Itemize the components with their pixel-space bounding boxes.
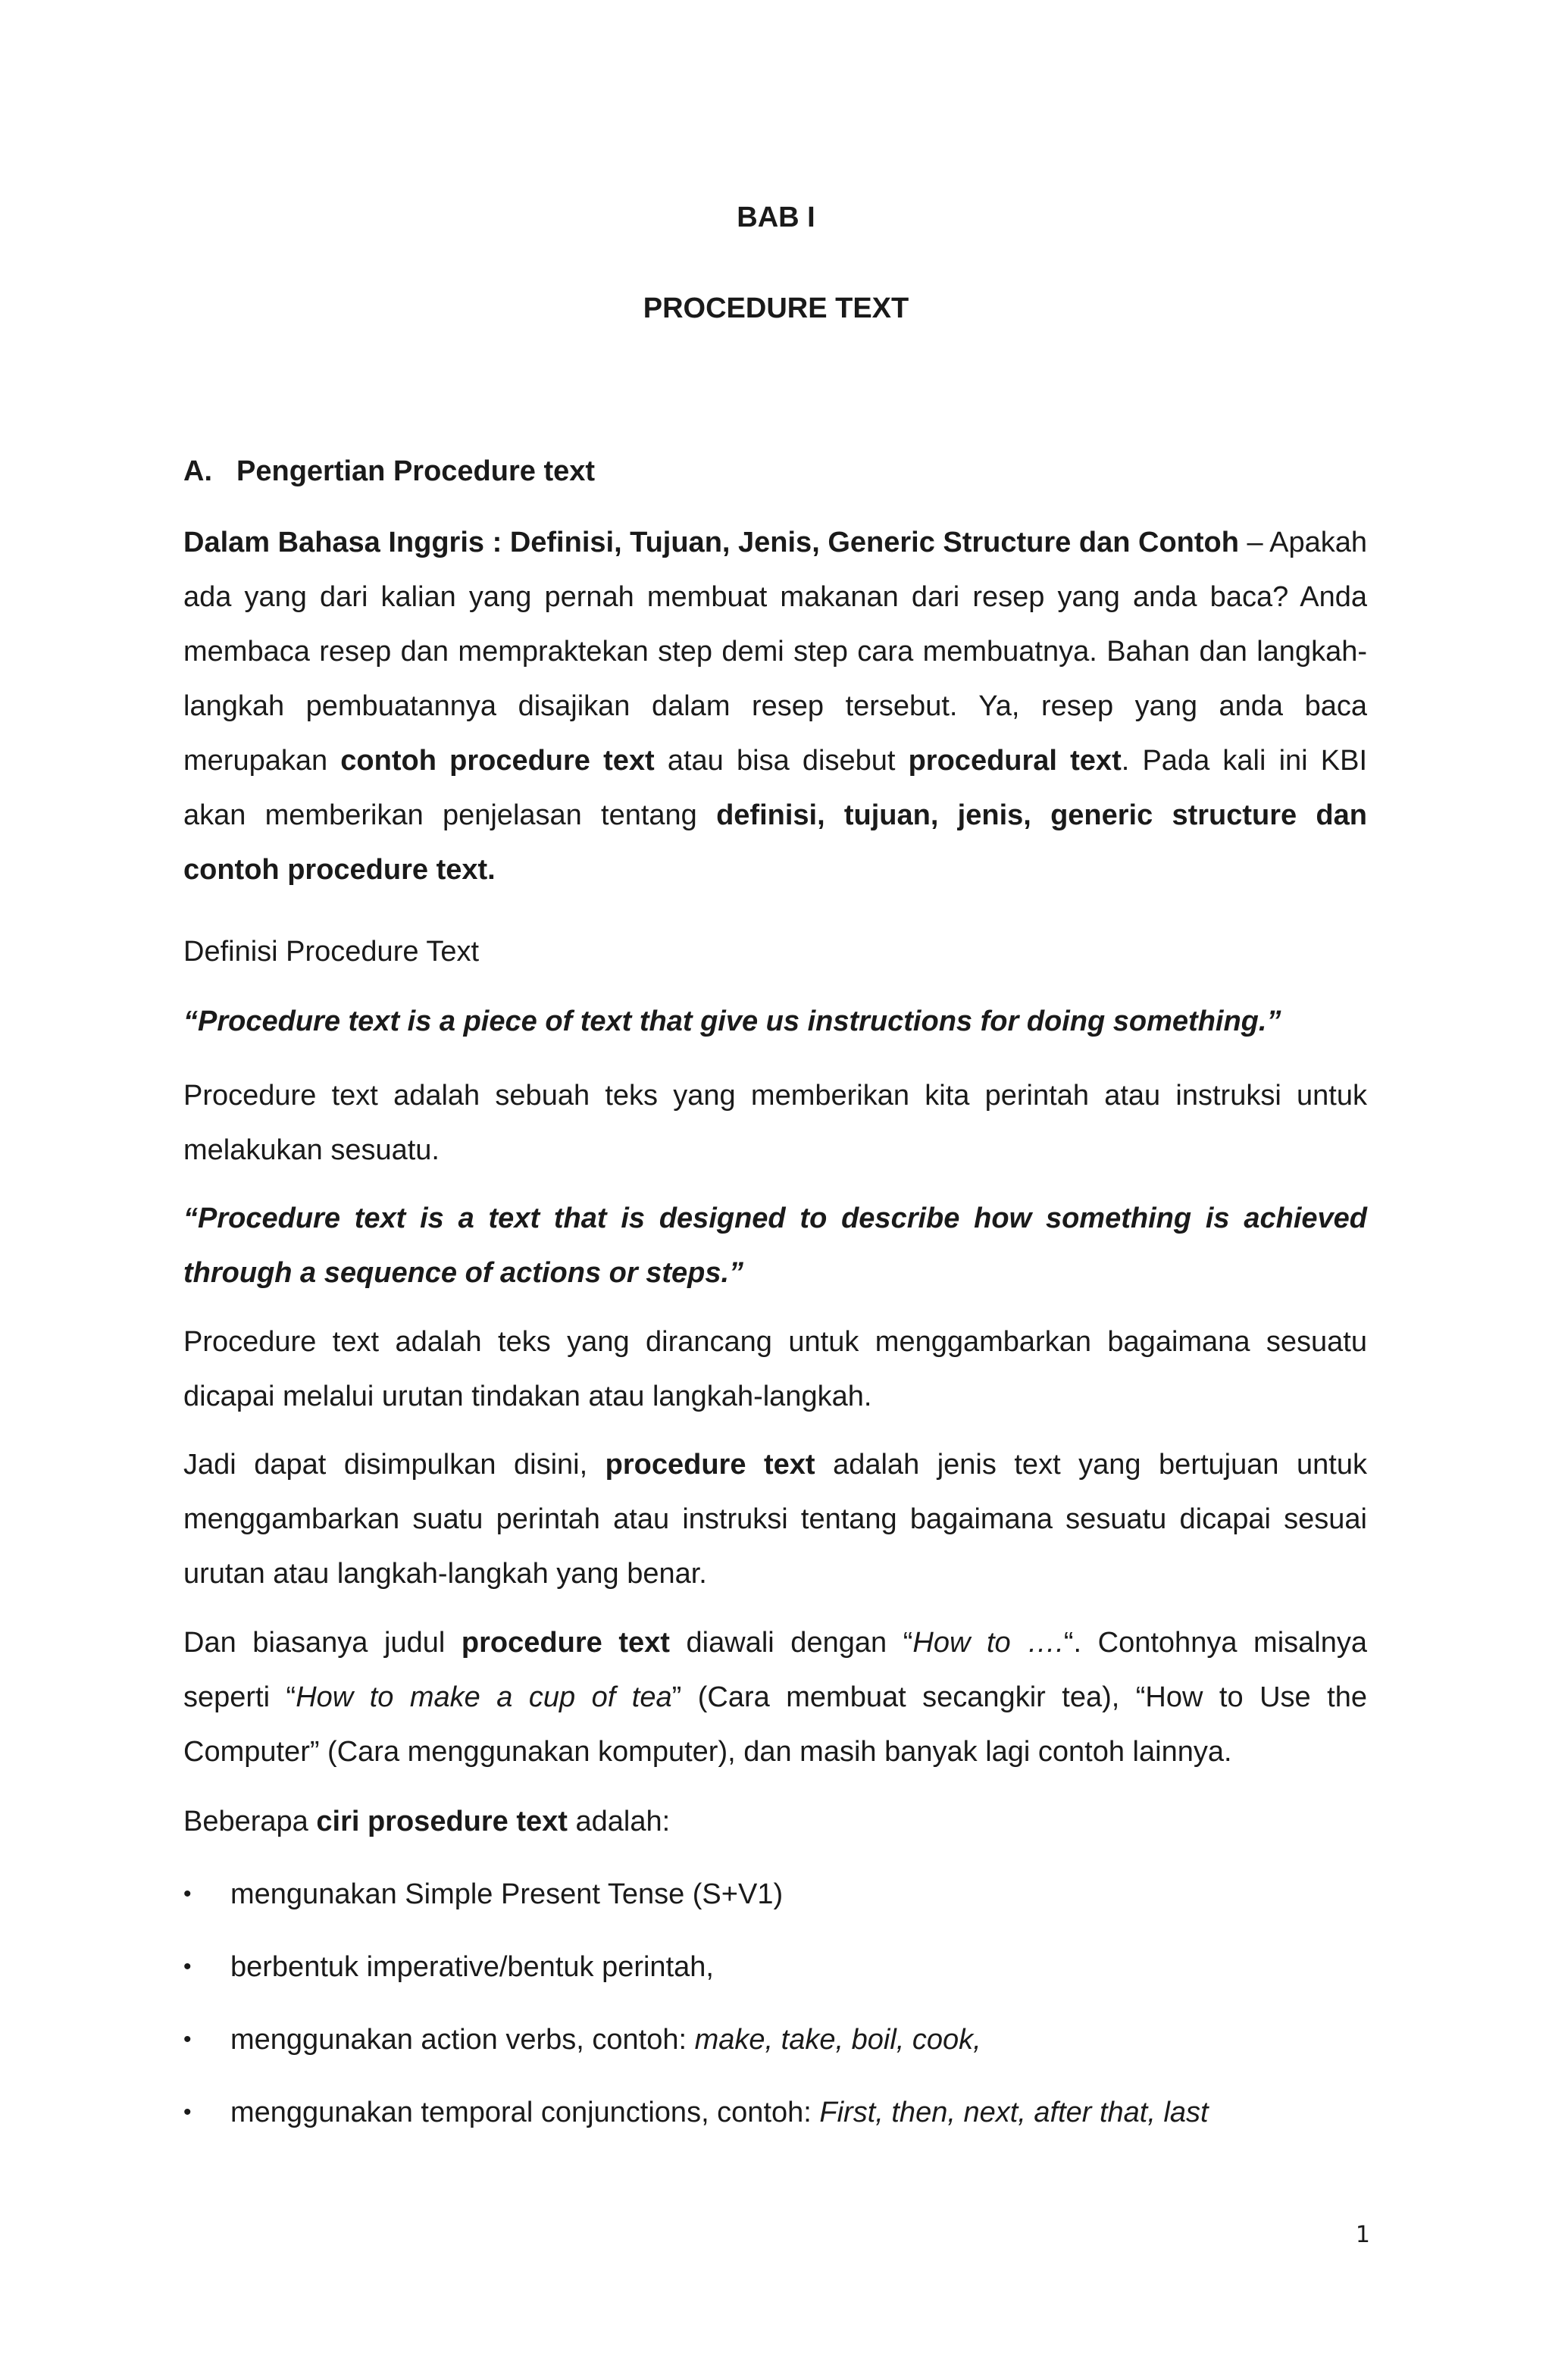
title-note-text: Dan biasanya judul — [183, 1627, 462, 1659]
features-intro — [183, 1794, 1367, 1849]
bullet-icon: • — [183, 1954, 192, 1979]
intro-text: atau bisa disebut — [654, 745, 909, 777]
conclusion-text: adalah jenis text yang bertujuan untuk menggambarkan suatu perintah atau instruksi tentang bagaimana sesuatu dicapai sesuai urutan atau langkah-langkah yang benar. — [183, 1449, 1367, 1590]
title-note-text: “. Contohnya misalnya seperti “ — [183, 1627, 1367, 1713]
bullet-icon: • — [183, 2100, 192, 2125]
list-item-text — [230, 2094, 1209, 2131]
intro-emphasis: contoh procedure text — [340, 745, 655, 777]
section-title: Pengertian Procedure text — [236, 455, 596, 487]
page-title: PROCEDURE TEXT — [643, 292, 909, 324]
list-item-label: berbentuk imperative/bentuk perintah, — [230, 1951, 714, 1983]
definition-heading: Definisi Procedure Text — [183, 936, 480, 968]
section-heading — [183, 453, 595, 489]
bullet-icon: • — [183, 1881, 192, 1906]
list-item-text — [230, 1949, 714, 1985]
title-note-italic: How to make a cup of tea — [296, 1681, 672, 1713]
chapter-heading: BAB I — [737, 202, 815, 233]
list-item-label: menggunakan action verbs, contoh: — [230, 2024, 695, 2056]
list-item-label: menggunakan temporal conjunctions, contoh: — [230, 2097, 820, 2128]
title-note-text: ” (Cara membuat secangkir tea), “How to Use the Computer” (Cara menggunakan komputer), dan masih banyak lagi contoh lainnya. — [183, 1681, 1367, 1768]
page-number: 1 — [1355, 2222, 1370, 2248]
translation-1: Procedure text adalah sebuah teks yang memberikan kita perintah atau instruksi untuk melakukan sesuatu. — [183, 1080, 1367, 1166]
intro-emphasis: definisi, tujuan, jenis, generic structure dan contoh procedure text. — [183, 799, 1367, 886]
list-item-example: First, then, next, after that, last — [819, 2097, 1209, 2128]
title-note-emphasis: procedure text — [461, 1627, 670, 1659]
features-intro-text: adalah: — [567, 1806, 671, 1837]
intro-text: – Apakah ada yang dari kalian yang pernah membuat makanan dari resep yang anda baca? Anda membaca resep dan mempraktekan step demi step cara membuatnya. Bahan dan langkah-langkah pembuatannya disajikan dalam resep tersebut. Ya, resep yang anda baca merupakan — [183, 527, 1367, 777]
intro-paragraph — [183, 515, 1367, 897]
translation-2: Procedure text adalah teks yang dirancang untuk menggambarkan bagaimana sesuatu dicapai melalui urutan tindakan atau langkah-langkah. — [183, 1326, 1367, 1412]
list-item-text — [230, 2022, 981, 2058]
title-note-text: diawali dengan “ — [669, 1627, 913, 1659]
title-note-italic: How to …. — [912, 1627, 1064, 1659]
conclusion-paragraph — [183, 1437, 1367, 1601]
conclusion-emphasis: procedure text — [605, 1449, 815, 1481]
intro-lead: Dalam Bahasa Inggris : Definisi, Tujuan, Jenis, Generic Structure dan Contoh — [183, 527, 1239, 558]
list-item-example: make, take, boil, cook, — [694, 2024, 981, 2056]
section-number: A. — [183, 455, 212, 487]
list-item-text — [230, 1876, 783, 1912]
features-intro-text: Beberapa — [183, 1806, 317, 1837]
intro-emphasis: procedural text — [908, 745, 1122, 777]
conclusion-text: Jadi dapat disimpulkan disini, — [183, 1449, 605, 1481]
intro-text: . Pada kali ini KBI akan memberikan penjelasan tentang — [183, 745, 1368, 831]
title-note-paragraph — [183, 1615, 1367, 1779]
bullet-icon: • — [183, 2027, 192, 2052]
list-item-label: mengunakan Simple Present Tense (S+V1) — [230, 1878, 784, 1910]
quote-1: “Procedure text is a piece of text that give us instructions for doing something.” — [183, 1005, 1281, 1037]
features-intro-emphasis: ciri prosedure text — [316, 1806, 568, 1837]
quote-2: “Procedure text is a text that is designed to describe how something is achieved through a sequence of actions or steps.” — [183, 1203, 1367, 1289]
